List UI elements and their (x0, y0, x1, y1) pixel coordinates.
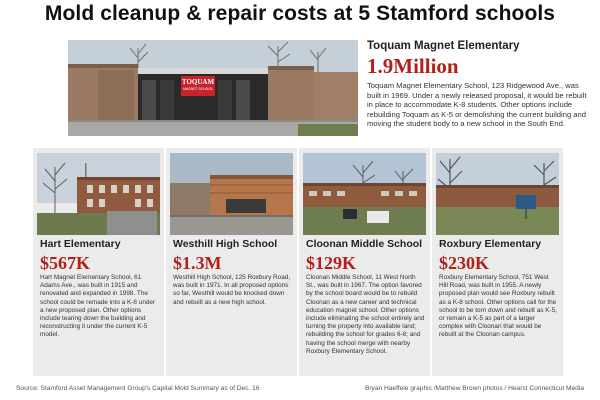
school-description: Hart Magnet Elementary School, 61 Adams Ave., was built in 1915 and renovated and expanded in 1998. The school could be remade into a K-8 under a new proposed plan. Other options include tearing down the building and reconstructing it under the current K-5 model. (40, 274, 156, 339)
school-card-westhill (166, 148, 297, 376)
toquam-sign-text: TOQUAM (181, 78, 215, 86)
school-description: Cloonan Middle School, 11 West North St., was built in 1967. The option favored by the school board would be to rebuild Cloonan as a new career and technical education magnet school. Other options include eliminating the school entirely and turning the property into available land; rebuilding the school for grades 6-8; and having the school merge with nearby Roxbury Elementary School. (306, 274, 425, 355)
school-cost: $129K (306, 253, 357, 273)
school-name: Westhill High School (173, 238, 278, 250)
toquam-school-photo (68, 40, 358, 136)
school-cost: $230K (439, 253, 490, 273)
source-note: Source: Stamford Asset Management Group's Capital Mold Summary as of Dec. 16 (16, 385, 260, 392)
westhill-school-photo (170, 153, 293, 235)
hart-school-photo (37, 153, 160, 235)
school-card-cloonan (299, 148, 430, 376)
roxbury-school-photo (436, 153, 559, 235)
school-cost: $1.3M (173, 253, 222, 273)
school-description: Roxbury Elementary School, 751 West Hill Road, was built in 1955. A newly proposed plan would see Roxbury rebuilt as a K-8 school. Other options call for the school to be torn down and rebuilt as K-5, or remain a K-5 as part of a larger complex with Cloonan that would be rebuilt at the Cloonan campus. (439, 274, 557, 339)
featured-school-cost: 1.9Million (367, 54, 459, 78)
photo-credit: Bryan Haeffele graphic /Matthew Brown photos / Hearst Connecticut Media (364, 385, 584, 392)
school-name: Cloonan Middle School (306, 238, 423, 250)
school-card-roxbury (432, 148, 563, 376)
featured-school-name: Toquam Magnet Elementary (367, 40, 520, 52)
featured-school-description: Toquam Magnet Elementary School, 123 Ridgewood Ave., was built in 1969. Under a newly released proposal, it would be rebuilt in place to accommodate K-8 students. Other options include rebuilding Toquam as K-5 or demolishing the current building and moving the student body to a new school in the South End. (367, 81, 587, 129)
school-card-hart (33, 148, 164, 376)
featured-school-info (367, 40, 587, 129)
page-title: Mold cleanup & repair costs at 5 Stamford schools (44, 2, 556, 25)
school-name: Roxbury Elementary (439, 238, 542, 250)
school-name: Hart Elementary (40, 238, 121, 250)
school-cost: $567K (40, 253, 91, 273)
school-description: Westhill High School, 125 Roxbury Road, was built in 1971. In all proposed options so far, Westhill would be knocked down and rebuilt as a new high school. (173, 274, 291, 306)
toquam-sign-subtext: MAGNET SCHOOL (183, 87, 213, 91)
cloonan-school-photo (303, 153, 426, 235)
